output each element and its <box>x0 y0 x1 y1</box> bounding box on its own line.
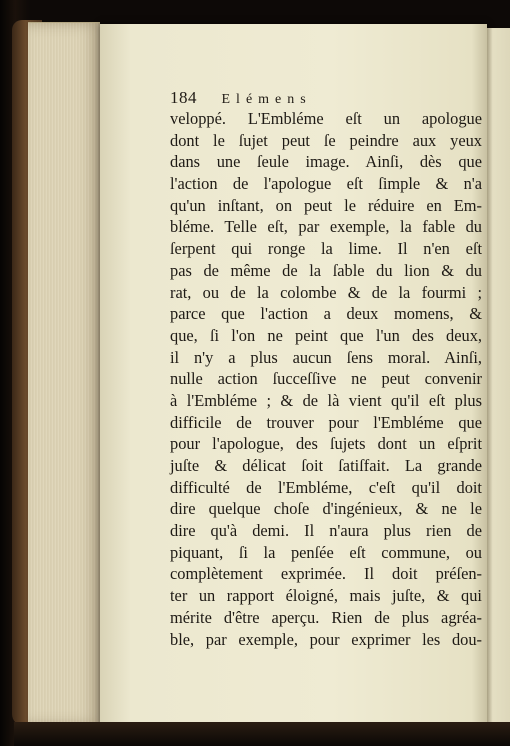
text-line: dire quelque choſe d'ingénieux, & ne le <box>170 499 482 519</box>
body-text <box>170 108 482 650</box>
text-line: qu'un inſtant, on peut le réduire en Em- <box>170 195 482 215</box>
text-line: difficulté de l'Embléme, c'eſt qu'il doit <box>170 477 482 497</box>
text-line: piquant, ſi la penſée eſt commune, ou <box>170 542 482 562</box>
text-line: rat, ou de la colombe & de la fourmi ; <box>170 282 482 302</box>
text-line: nulle action ſucceſſive ne peut convenir <box>170 369 482 389</box>
facing-page-edge <box>487 28 510 728</box>
text-line: ter un rapport éloigné, mais juſte, & qui <box>170 586 482 606</box>
text-line: à l'Embléme ; & de là vient qu'il eſt plus <box>170 390 482 410</box>
text-line: pour l'apologue, des ſujets dont un eſprit <box>170 434 482 454</box>
text-line: mérite d'être aperçu. Rien de plus agréa- <box>170 607 482 627</box>
text-line: ble, par exemple, pour exprimer les dou- <box>170 629 482 649</box>
page-header <box>170 88 470 108</box>
text-line: ſerpent qui ronge la lime. Il n'en eſt <box>170 239 482 259</box>
text-line: complètement exprimée. Il doit préſen- <box>170 564 482 584</box>
running-title: Elémens <box>221 92 312 107</box>
text-line: parce que l'action a deux momens, & <box>170 304 482 324</box>
text-line: l'action de l'apologue eſt ſimple & n'a <box>170 174 482 194</box>
text-line: pas de même de la ſable du lion & du <box>170 260 482 280</box>
text-line: veloppé. L'Embléme eſt un apologue <box>170 109 482 128</box>
text-line: dire qu'à demi. Il n'aura plus rien de <box>170 521 482 541</box>
text-line: difficile de trouver pour l'Embléme que <box>170 412 482 432</box>
bottom-shadow <box>14 722 510 746</box>
text-line: juſte & délicat ſoit ſatiſfait. La grande <box>170 456 482 475</box>
text-line: dans une ſeule image. Ainſi, dès que <box>170 152 482 172</box>
page-number: 184 <box>170 88 197 107</box>
text-line: que, ſi l'on ne peint que l'un des deux, <box>170 325 482 345</box>
text-line: dont le ſujet peut ſe peindre aux yeux <box>170 130 482 150</box>
text-line: il n'y a plus aucun ſens moral. Ainſi, <box>170 347 482 367</box>
text-line: bléme. Telle eſt, par exemple, la fable du <box>170 217 482 237</box>
page-edges <box>28 22 100 725</box>
